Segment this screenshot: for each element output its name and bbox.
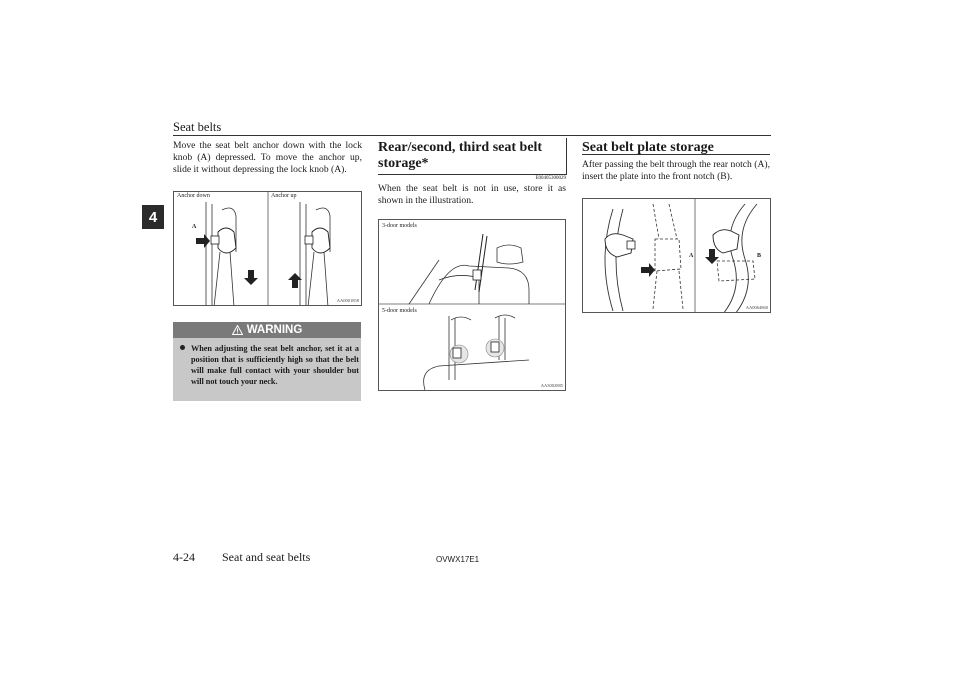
label-anchor-down: Anchor down <box>177 193 210 199</box>
header-rule <box>173 135 771 136</box>
anchor-figure <box>173 191 362 306</box>
warning-header <box>173 322 361 338</box>
rear-seat-illustration <box>379 220 566 391</box>
plate-storage-instructions: After passing the belt through the rear notch (A), insert the plate into the front notch (B). <box>582 159 770 182</box>
label-3-door: 3-door models <box>382 223 417 229</box>
figure-code: AA3002885 <box>540 383 563 388</box>
document-code: OVWX17E1 <box>436 555 480 564</box>
heading-rule <box>582 154 770 155</box>
anchor-illustration <box>174 192 362 306</box>
warning-text: When adjusting the seat belt anchor, set it at a position that is sufficiently high so that the belt will make full contact with your shoulder but will not touch your neck. <box>191 344 359 386</box>
rear-seat-figure <box>378 219 566 391</box>
chapter-title: Seat and seat belts <box>222 550 311 564</box>
chapter-tab: 4 <box>142 205 164 229</box>
callout-a: A <box>192 224 197 230</box>
figure-code: AA0064860 <box>745 305 768 310</box>
warning-triangle-icon <box>232 325 243 335</box>
callout-a: A <box>689 253 694 259</box>
storage-instructions: When the seat belt is not in use, store it as shown in the illustration. <box>378 183 566 206</box>
running-header: Seat belts <box>173 120 222 134</box>
heading-side-rule <box>566 138 567 175</box>
heading-rule <box>378 174 566 175</box>
page-number: 4-24 <box>173 550 195 564</box>
bullet-icon <box>180 345 185 350</box>
label-anchor-up: Anchor up <box>271 193 297 199</box>
reference-code: E00405300029 <box>535 176 566 181</box>
section-heading-plate-storage: Seat belt plate storage <box>582 140 714 155</box>
section-heading-rear-storage: Rear/second, third seat belt storage* <box>378 140 543 171</box>
anchor-instructions: Move the seat belt anchor down with the lock knob (A) depressed. To move the anchor up, slide it without depressing the lock knob (A). <box>173 140 362 175</box>
plate-storage-illustration <box>583 199 771 313</box>
callout-b: B <box>757 253 762 259</box>
figure-code: AA0001858 <box>336 298 359 303</box>
plate-storage-figure <box>582 198 771 313</box>
label-5-door: 5-door models <box>382 308 417 314</box>
warning-title: WARNING <box>246 324 303 336</box>
